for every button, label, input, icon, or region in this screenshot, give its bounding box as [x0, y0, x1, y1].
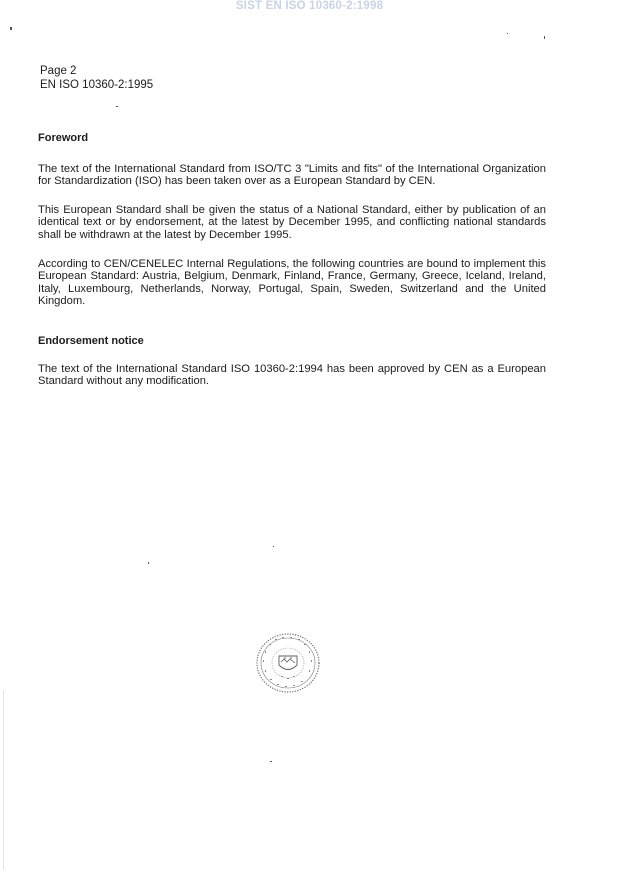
scan-speck [148, 562, 149, 564]
standard-id: EN ISO 10360-2:1995 [40, 79, 154, 91]
endorsement-paragraph-text: The text of the International Standard ISO 10360-2:1994 has been approved by CEN as a European Standard without any modification. [38, 363, 546, 388]
scan-speck [273, 546, 274, 547]
scan-speck [507, 33, 508, 34]
foreword-section [38, 131, 546, 145]
foreword-heading: Foreword [38, 132, 89, 144]
official-seal [255, 632, 321, 694]
endorsement-paragraph [38, 363, 546, 388]
foreword-paragraph-text: This European Standard shall be given the status of a National Standard, either by publication of an identical text or by endorsement, at the latest by December 1995, and conflicting national standards shall be withdrawn at the latest by December 1995. [38, 204, 546, 241]
endorsement-heading: Endorsement notice [38, 335, 144, 347]
scan-speck [544, 36, 545, 39]
page-header [40, 64, 153, 92]
foreword-paragraph-text: According to CEN/CENELEC Internal Regulations, the following countries are bound to implement this European Standard: Austria, Belgium, Denmark, Finland, France, Germany, Greece, Iceland, Ireland, Italy, Luxembourg, Netherlands, Norway, Portugal, Spain, Sweden, Switzerland and the United Kingdom. [38, 258, 546, 308]
foreword-paragraph [38, 204, 546, 241]
foreword-paragraph [38, 258, 546, 308]
endorsement-section [38, 334, 546, 348]
scan-speck [10, 27, 12, 30]
foreword-paragraph-text: The text of the International Standard from ISO/TC 3 "Limits and fits" of the International Organization for Standardization (ISO) has been taken over as a European Standard by CEN. [38, 163, 546, 188]
scan-speck [270, 761, 272, 762]
foreword-paragraph [38, 163, 546, 188]
watermark: SIST EN ISO 10360-2:1998 [235, 0, 384, 12]
scan-margin-line [3, 690, 4, 870]
scan-speck [116, 106, 118, 107]
page-label: Page 2 [40, 65, 77, 77]
